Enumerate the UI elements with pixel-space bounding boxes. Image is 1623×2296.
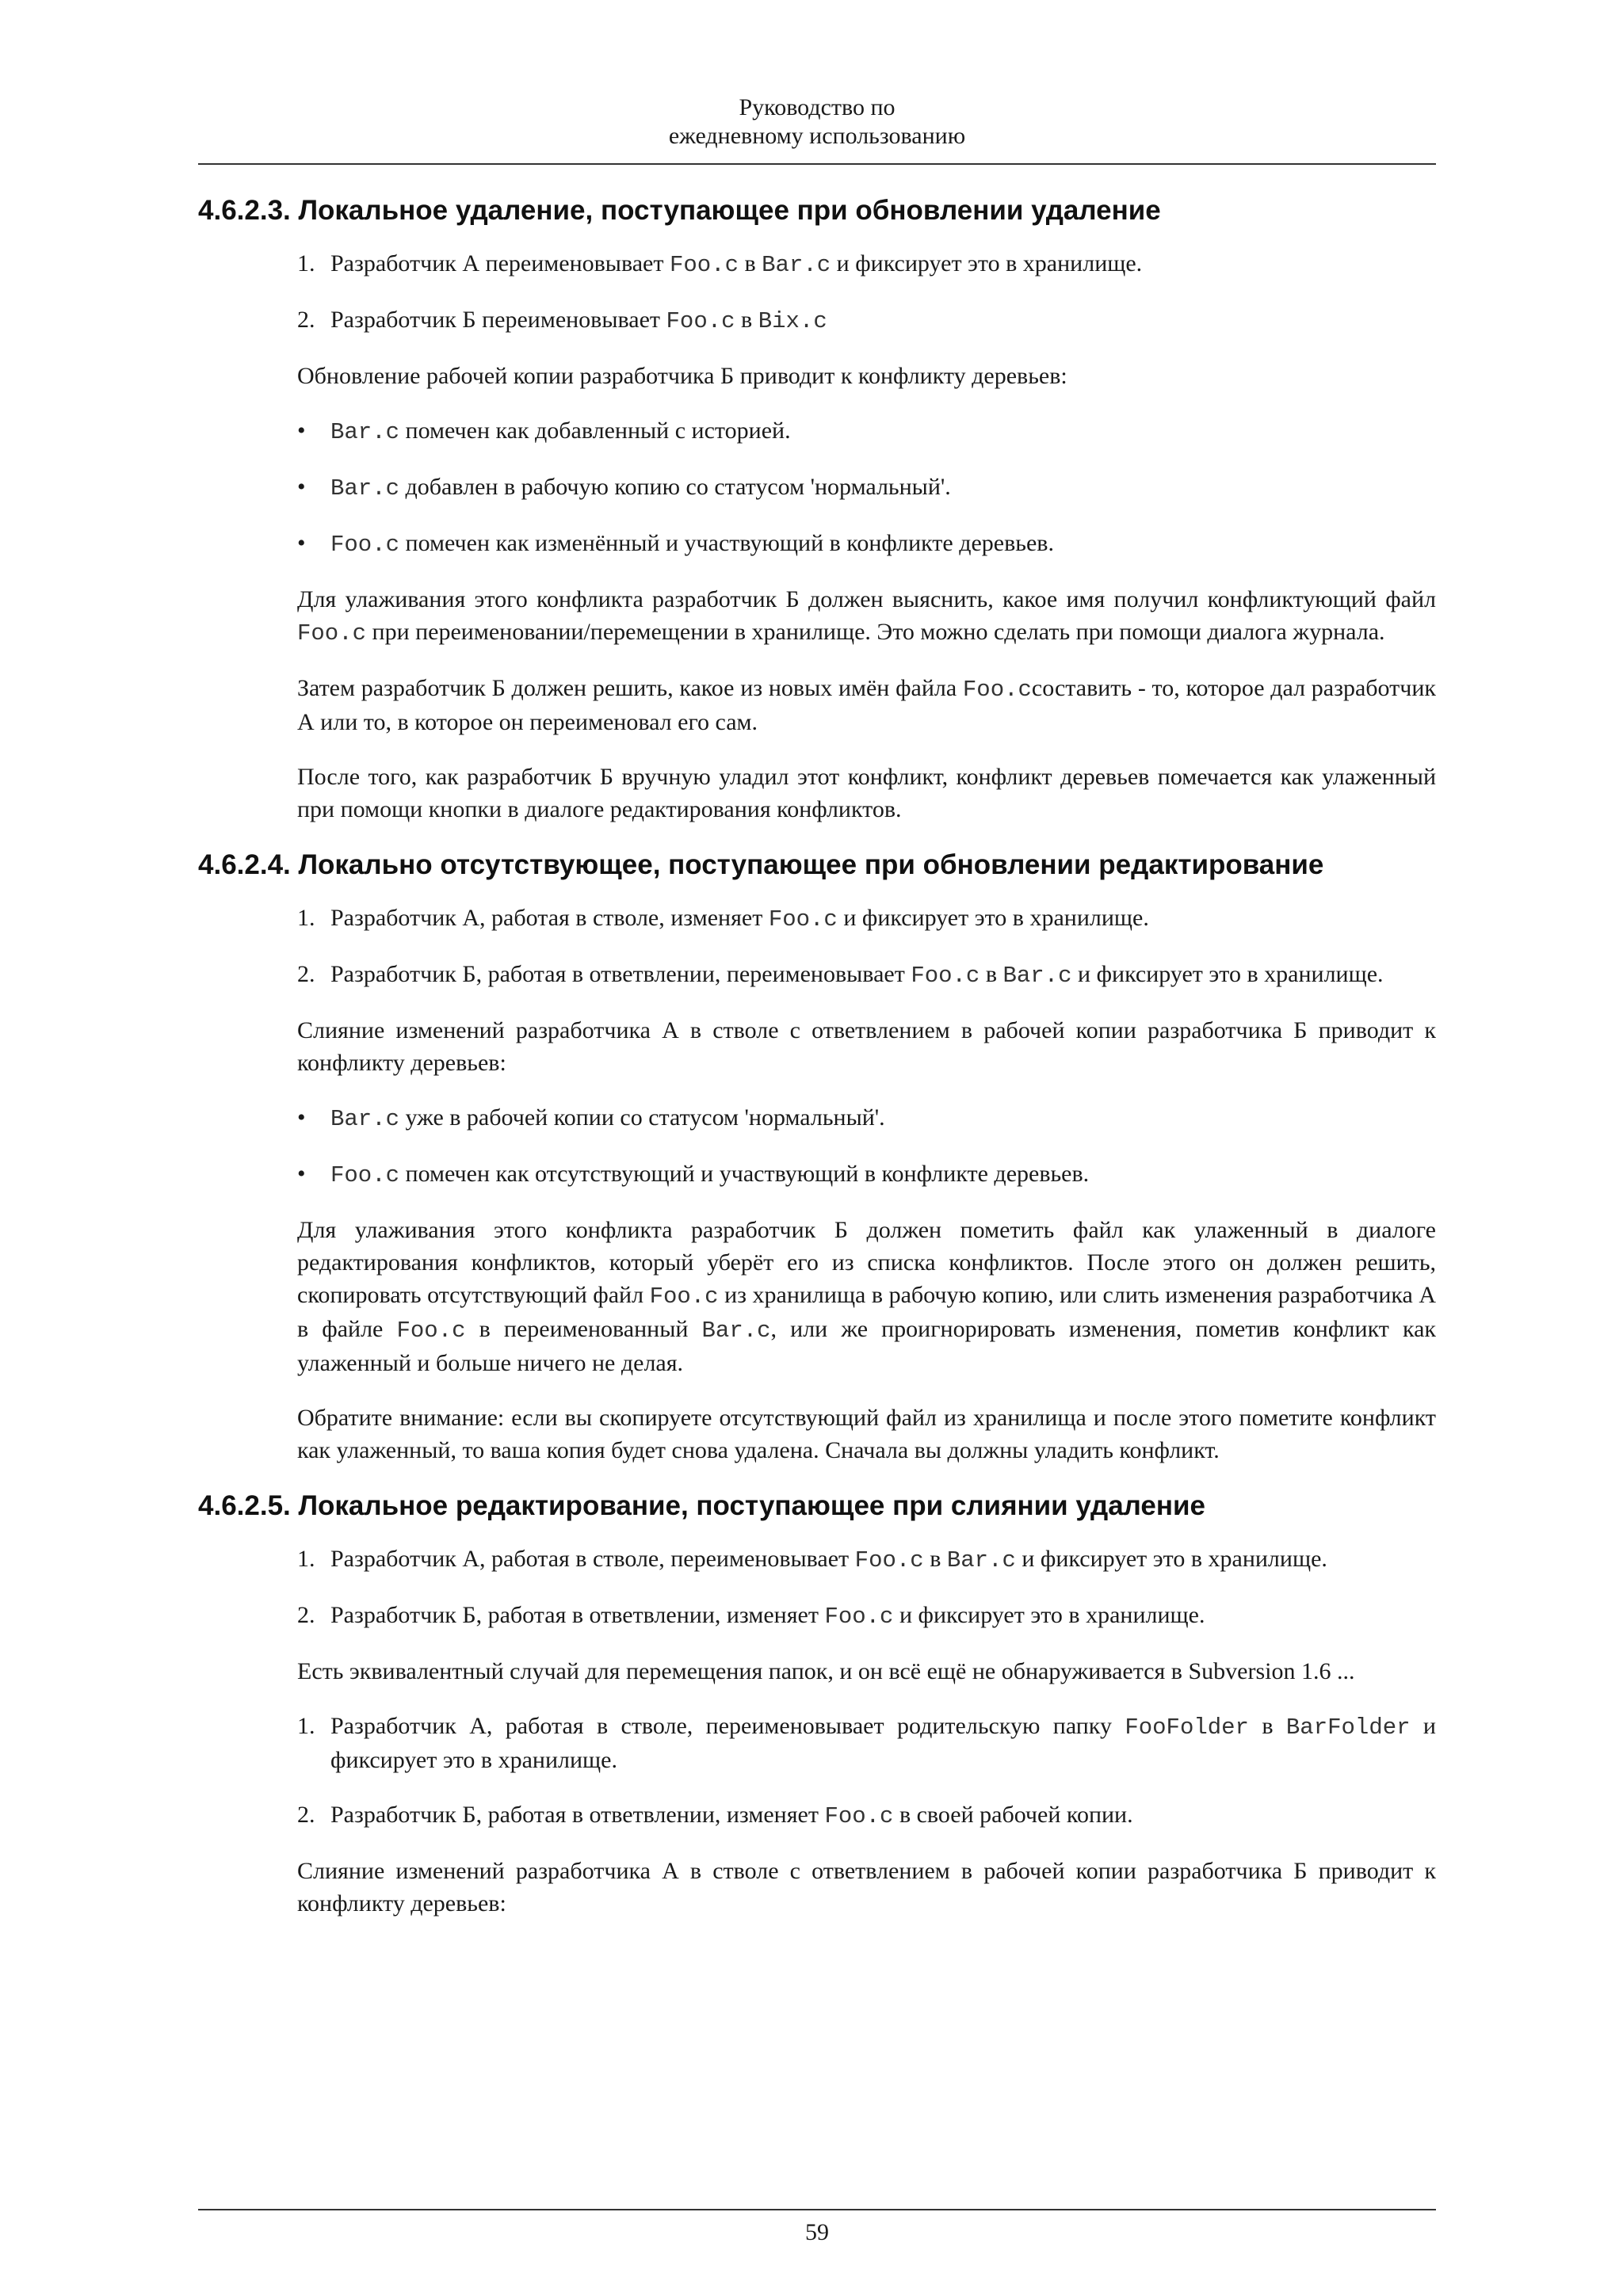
- inline-code: Foo.c: [396, 1318, 466, 1344]
- numbered-item: 2. Разработчик Б переименовывает Foo.c в Bix.c: [297, 303, 1436, 338]
- bullet-item: • Foo.c помечен как изменённый и участвующий в конфликте деревьев.: [297, 527, 1436, 561]
- inline-code: Foo.c: [297, 620, 367, 646]
- inline-code: Bar.c: [762, 252, 831, 278]
- section: [198, 848, 1436, 1466]
- inline-code: Bar.c: [946, 1547, 1016, 1573]
- paragraph: Для улаживания этого конфликта разработчик Б должен выяснить, какое имя получил конфликтующий файл Foo.c при переименовании/перемещении в хранилище. Это можно сделать при помощи диалога журнала.: [297, 586, 1436, 646]
- header-line-1: Руководство по: [739, 94, 896, 120]
- bullet-marker: •: [297, 1104, 306, 1131]
- inline-code: Foo.c: [330, 1162, 400, 1188]
- section: [198, 1489, 1436, 1920]
- bullet-item: • Bar.c уже в рабочей копии со статусом 'нормальный'.: [297, 1101, 1436, 1135]
- inline-code: Foo.c: [330, 532, 400, 558]
- paragraph: Для улаживания этого конфликта разработчик Б должен пометить файл как улаженный в диалоге редактирования конфликтов, который уберёт его из списка конфликтов. После этого он должен решить, скопировать отсутствующий файл Foo.c из хранилища в рабочую копию, или слить изменения разработчика А в файле Foo.c в переименованный Bar.c, или же проигнорировать изменения, пометив конфликт как улаженный и больше ничего не делая.: [297, 1217, 1436, 1376]
- item-number: 1.: [297, 1546, 315, 1572]
- section-heading: 4.6.2.5. Локальное редактирование, поступающее при слиянии удаление: [198, 1490, 1206, 1521]
- numbered-list: [297, 247, 1436, 338]
- inline-code: Bar.c: [330, 419, 400, 445]
- running-header: [198, 93, 1436, 151]
- paragraph: Обновление рабочей копии разработчика Б приводит к конфликту деревьев:: [297, 363, 1067, 389]
- numbered-item: 1. Разработчик А, работая в стволе, переименовывает родительскую папку FooFolder в BarFolder и фиксирует это в хранилище.: [297, 1710, 1436, 1776]
- item-number: 2.: [297, 307, 315, 333]
- inline-code: FooFolder: [1125, 1714, 1249, 1741]
- bullet-marker: •: [297, 418, 306, 444]
- numbered-item: 2. Разработчик Б, работая в ответвлении, изменяет Foo.c и фиксирует это в хранилище.: [297, 1599, 1436, 1633]
- numbered-item: 2. Разработчик Б, работая в ответвлении, переименовывает Foo.c в Bar.c и фиксирует это в хранилище.: [297, 958, 1436, 992]
- item-number: 2.: [297, 1802, 315, 1828]
- numbered-list: [297, 1543, 1436, 1633]
- section: [198, 193, 1436, 826]
- section-heading: 4.6.2.3. Локальное удаление, поступающее при обновлении удаление: [198, 195, 1161, 226]
- header-line-2: ежедневному использованию: [668, 123, 966, 149]
- page-content: [198, 193, 1436, 1942]
- numbered-item: 2. Разработчик Б, работая в ответвлении, изменяет Foo.c в своей рабочей копии.: [297, 1798, 1436, 1833]
- section-body: [297, 247, 1436, 826]
- inline-code: Foo.c: [824, 1604, 894, 1630]
- paragraph: Есть эквивалентный случай для перемещения папок, и он всё ещё не обнаруживается в Subversion 1.6 ...: [297, 1658, 1355, 1684]
- footer-divider: [198, 2209, 1436, 2210]
- numbered-item: 1. Разработчик А переименовывает Foo.c в Bar.c и фиксирует это в хранилище.: [297, 247, 1436, 281]
- bullet-item: • Bar.c добавлен в рабочую копию со статусом 'нормальный'.: [297, 471, 1436, 505]
- item-number: 2.: [297, 1602, 315, 1628]
- numbered-list: [297, 1710, 1436, 1833]
- numbered-item: 1. Разработчик А, работая в стволе, изменяет Foo.c и фиксирует это в хранилище.: [297, 902, 1436, 936]
- numbered-item: 1. Разработчик А, работая в стволе, переименовывает Foo.c в Bar.c и фиксирует это в хранилище.: [297, 1543, 1436, 1577]
- inline-code: Foo.c: [854, 1547, 924, 1573]
- header-divider: [198, 163, 1436, 165]
- inline-code: Bar.c: [330, 475, 400, 502]
- bullet-list: [297, 414, 1436, 561]
- section-body: [297, 1543, 1436, 1920]
- page-number: 59: [805, 2219, 829, 2245]
- paragraph: Обратите внимание: если вы скопируете отсутствующий файл из хранилища и после этого пометите конфликт как улаженный, то ваша копия будет снова удалена. Сначала вы должны уладить конфликт.: [297, 1405, 1436, 1463]
- inline-code: Bar.c: [1002, 963, 1072, 989]
- item-number: 2.: [297, 961, 315, 987]
- inline-code: Bix.c: [758, 308, 827, 334]
- inline-code: Foo.c: [649, 1283, 719, 1310]
- bullet-item: • Foo.c помечен как отсутствующий и участвующий в конфликте деревьев.: [297, 1158, 1436, 1192]
- bullet-list: [297, 1101, 1436, 1192]
- item-number: 1.: [297, 1713, 315, 1739]
- inline-code: Foo.c: [768, 906, 838, 933]
- inline-code: Foo.c: [962, 677, 1032, 703]
- paragraph: Затем разработчик Б должен решить, какое из новых имён файла Foo.cсоставить - то, которое дал разработчик А или то, в которое он переименовал его сам.: [297, 675, 1436, 735]
- paragraph: После того, как разработчик Б вручную уладил этот конфликт, конфликт деревьев помечается как улаженный при помощи кнопки в диалоге редактирования конфликтов.: [297, 764, 1436, 822]
- bullet-marker: •: [297, 530, 306, 556]
- inline-code: Foo.c: [911, 963, 980, 989]
- bullet-item: • Bar.c помечен как добавленный с историей.: [297, 414, 1436, 448]
- numbered-list: [297, 902, 1436, 992]
- section-heading: 4.6.2.4. Локально отсутствующее, поступающее при обновлении редактирование: [198, 849, 1324, 880]
- paragraph: Слияние изменений разработчика А в стволе с ответвлением в рабочей копии разработчика Б приводит к конфликту деревьев:: [297, 1858, 1436, 1917]
- inline-code: Bar.c: [330, 1106, 400, 1132]
- bullet-marker: •: [297, 1161, 306, 1187]
- item-number: 1.: [297, 905, 315, 931]
- inline-code: Foo.c: [824, 1803, 894, 1829]
- paragraph: Слияние изменений разработчика А в стволе с ответвлением в рабочей копии разработчика Б приводит к конфликту деревьев:: [297, 1017, 1436, 1076]
- item-number: 1.: [297, 250, 315, 277]
- inline-code: Bar.c: [701, 1318, 771, 1344]
- section-body: [297, 902, 1436, 1466]
- inline-code: Foo.c: [666, 308, 735, 334]
- inline-code: BarFolder: [1285, 1714, 1411, 1741]
- inline-code: Foo.c: [669, 252, 739, 278]
- bullet-marker: •: [297, 474, 306, 500]
